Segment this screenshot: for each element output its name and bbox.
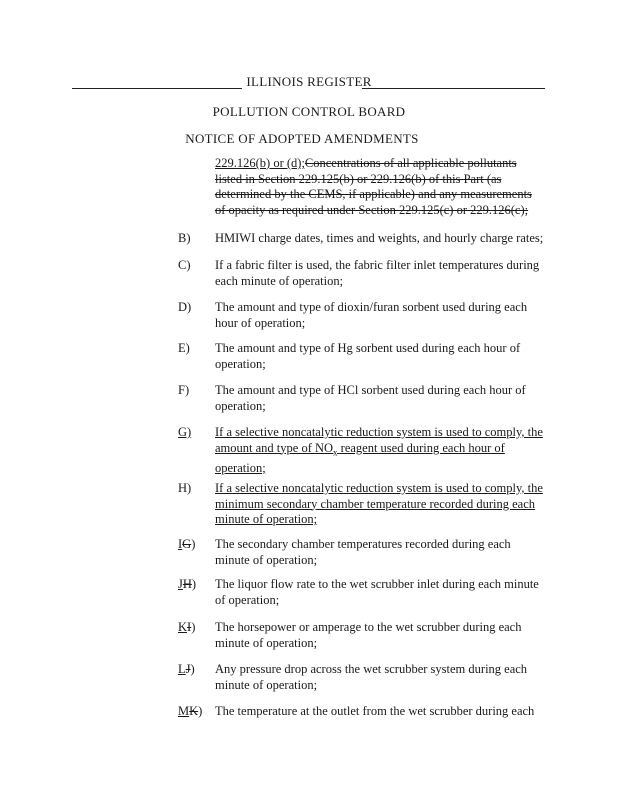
list-item-j	[178, 577, 548, 608]
item-text: If a selective noncatalytic reduction system is used to comply, the minimum secondary chamber temperature recorded during each minute of operation;	[215, 481, 543, 526]
list-item-c	[178, 258, 548, 289]
list-item-l	[178, 662, 548, 693]
item-label: B)	[178, 231, 191, 245]
item-label: H)	[178, 481, 192, 495]
intro-struck-text: Concentrations of all applicable pollutants listed in Section 229.125(b) or 229.126(b) of this Part (as determined by the CEMS, if applicable) and any measurements of opacity as required under Section 229.125(c) or 229.126(c);	[215, 156, 532, 217]
item-text: The liquor flow rate to the wet scrubber inlet during each minute of operation;	[215, 577, 539, 607]
intro-inserted-text: 229.126(b) or (d);	[215, 156, 305, 170]
item-label: D)	[178, 300, 192, 314]
item-label: JH)	[178, 577, 197, 591]
notice-title: NOTICE OF ADOPTED AMENDMENTS	[185, 131, 419, 146]
item-text: HMIWI charge dates, times and weights, and hourly charge rates;	[215, 231, 544, 245]
item-text: If a selective noncatalytic reduction system is used to comply, the amount and type of $NO_x$ reagent used during each hour of operation;	[215, 425, 543, 475]
list-item-d	[178, 300, 548, 331]
item-text: Any pressure drop across the wet scrubber system during each minute of operation;	[215, 662, 528, 692]
item-text: The temperature at the outlet from the wet scrubber during each	[215, 704, 535, 718]
list-item-m	[178, 704, 548, 720]
item-text: The amount and type of dioxin/furan sorbent used during each hour of operation;	[215, 300, 528, 330]
item-label: F)	[178, 383, 190, 397]
item-text: The horsepower or amperage to the wet scrubber during each minute of operation;	[215, 620, 522, 650]
list-item-k	[178, 620, 548, 651]
item-text: The amount and type of Hg sorbent used during each hour of operation;	[215, 341, 521, 371]
list-item-e	[178, 341, 548, 372]
intro-paragraph	[215, 156, 545, 218]
list-item-g	[178, 425, 548, 476]
item-label: LJ)	[178, 662, 195, 676]
board-title: POLLUTION CONTROL BOARD	[212, 104, 406, 119]
list-item-f	[178, 383, 548, 414]
item-label: G)	[178, 425, 192, 439]
item-label: MK)	[178, 704, 203, 718]
list-item-i	[178, 537, 548, 568]
register-title: ILLINOIS REGISTER	[246, 74, 372, 89]
list-item-h	[178, 481, 548, 528]
item-text: The amount and type of HCl sorbent used during each hour of operation;	[215, 383, 526, 413]
list-item-b	[178, 231, 548, 247]
item-text: If a fabric filter is used, the fabric filter inlet temperatures during each minute of operation;	[215, 258, 540, 288]
item-label: C)	[178, 258, 191, 272]
item-label: E)	[178, 341, 190, 355]
item-label: IG)	[178, 537, 196, 551]
item-text: The secondary chamber temperatures recorded during each minute of operation;	[215, 537, 511, 567]
item-label: KI)	[178, 620, 196, 634]
